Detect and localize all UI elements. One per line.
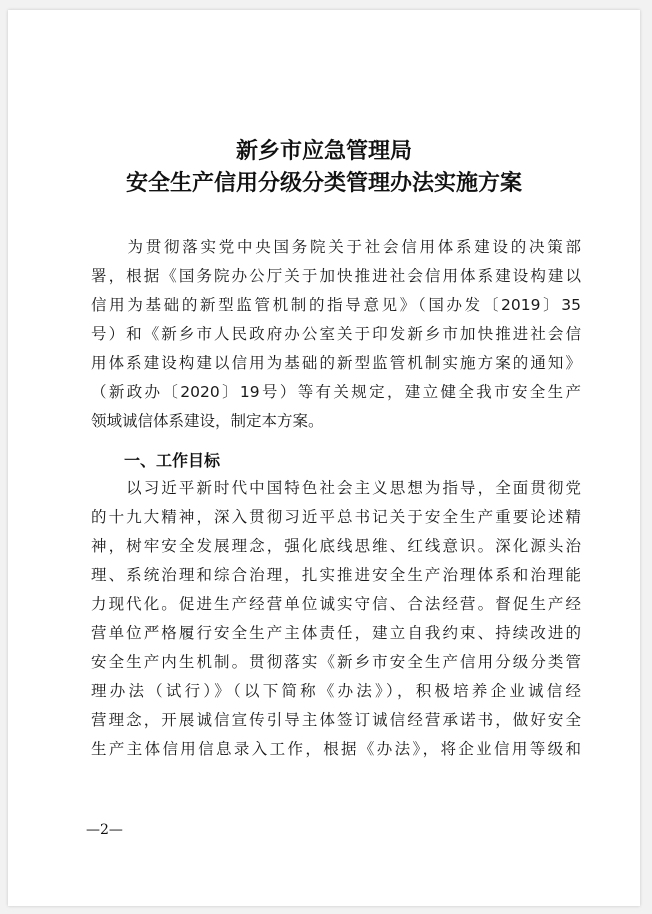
section-heading: 一、工作目标 bbox=[124, 451, 221, 470]
document-title-line-1: 新乡市应急管理局 bbox=[235, 138, 412, 164]
section-line: 神，树牢安全发展理念，强化底线思维、红线意识。深化源头治 bbox=[91, 537, 581, 555]
section-line: 营理念，开展诚信宣传引导主体签订诚信经营承诺书，做好安全 bbox=[91, 711, 581, 729]
document-title-line-2: 安全生产信用分级分类管理办法实施方案 bbox=[125, 170, 522, 196]
intro-paragraph bbox=[91, 233, 581, 436]
section-line: 生产主体信用信息录入工作，根据《办法》，将企业信用等级和 bbox=[91, 740, 581, 758]
intro-line: 号）和《新乡市人民政府办公室关于印发新乡市加快推进社会信 bbox=[91, 325, 581, 343]
intro-line: （新政办〔2020〕19号）等有关规定，建立健全我市安全生产 bbox=[91, 383, 581, 401]
section-line: 营单位严格履行安全生产主体责任，建立自我约束、持续改进的 bbox=[91, 624, 581, 642]
intro-line: 为贯彻落实党中央国务院关于社会信用体系建设的决策部 bbox=[91, 238, 581, 256]
section-line: 的十九大精神，深入贯彻习近平总书记关于安全生产重要论述精 bbox=[91, 508, 581, 526]
section-line: 理、系统治理和综合治理，扎实推进安全生产治理体系和治理能 bbox=[91, 566, 581, 584]
intro-line: 领域诚信体系建设，制定本方案。 bbox=[91, 412, 324, 430]
intro-line: 信用为基础的新型监管机制的指导意见》（国办发〔2019〕35 bbox=[91, 296, 581, 314]
intro-line: 用体系建设构建以信用为基础的新型监管机制实施方案的通知》 bbox=[91, 354, 581, 372]
intro-line: 署，根据《国务院办公厅关于加快推进社会信用体系建设构建以 bbox=[91, 267, 581, 285]
section-line: 力现代化。促进生产经营单位诚实守信、合法经营。督促生产经 bbox=[91, 595, 581, 613]
section-line: 安全生产内生机制。贯彻落实《新乡市安全生产信用分级分类管 bbox=[91, 653, 581, 671]
section-line: 以习近平新时代中国特色社会主义思想为指导，全面贯彻党 bbox=[91, 479, 581, 497]
section-line: 理办法（试行）》（以下简称《办法》），积极培养企业诚信经 bbox=[91, 682, 581, 700]
page-number: —2— bbox=[86, 822, 123, 838]
document-page bbox=[8, 10, 640, 906]
section-paragraph bbox=[91, 474, 581, 764]
